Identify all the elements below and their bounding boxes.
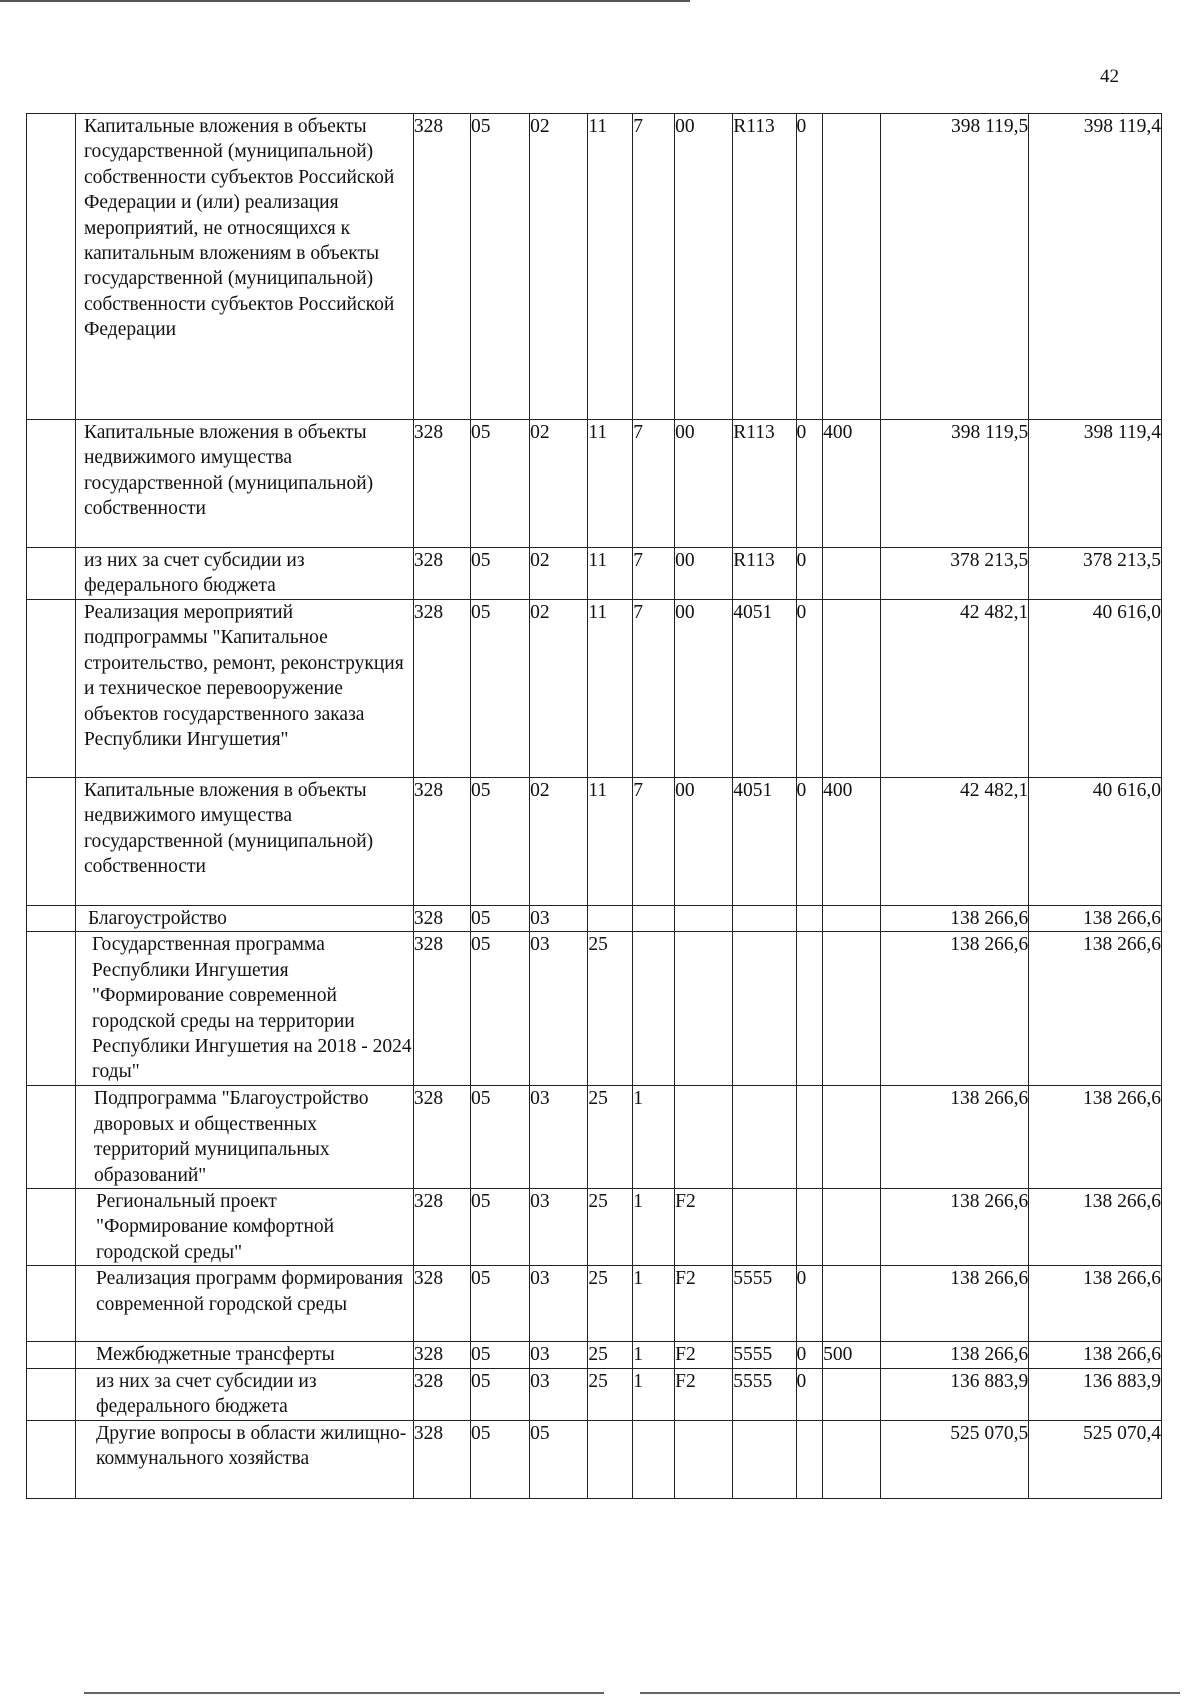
code-cell-7: 4051 bbox=[733, 778, 796, 906]
code-cell-9 bbox=[823, 1189, 881, 1266]
row-name: Другие вопросы в области жилищно-коммунального хозяйства bbox=[95, 1422, 407, 1470]
table-row bbox=[27, 778, 1162, 906]
code-cell-8: 0 bbox=[796, 778, 823, 906]
code-cell-3: 03 bbox=[530, 1342, 588, 1368]
code-cell-2: 05 bbox=[470, 1368, 529, 1420]
code-cell-4: 11 bbox=[588, 114, 633, 420]
code-cell-8: 0 bbox=[796, 600, 823, 778]
code-cell-8 bbox=[796, 1189, 823, 1266]
code-cell-5: 1 bbox=[633, 1368, 675, 1420]
code-cell-7: 4051 bbox=[733, 600, 796, 778]
code-cell-7 bbox=[733, 1189, 796, 1266]
code-cell-6: F2 bbox=[675, 1266, 733, 1342]
row-name: Государственная программа Республики Ингушетия "Формирование современной городской среды на территории Республики Ингушетия на 2018 - 2024 годы" bbox=[91, 934, 412, 1083]
code-cell-1: 328 bbox=[413, 114, 470, 420]
code-cell-8 bbox=[796, 1420, 823, 1498]
code-cell-5 bbox=[633, 932, 675, 1086]
row-name-cell bbox=[75, 548, 413, 600]
index-cell bbox=[27, 1342, 76, 1368]
code-cell-9 bbox=[823, 906, 881, 932]
table-row bbox=[27, 420, 1162, 548]
index-cell bbox=[27, 114, 76, 420]
code-cell-5: 7 bbox=[633, 548, 675, 600]
row-name: Благоустройство bbox=[87, 908, 227, 929]
code-cell-7 bbox=[733, 1086, 796, 1189]
index-cell bbox=[27, 1266, 76, 1342]
code-cell-7 bbox=[733, 932, 796, 1086]
code-cell-5: 7 bbox=[633, 114, 675, 420]
amount-actual: 40 616,0 bbox=[1029, 778, 1162, 906]
code-cell-5 bbox=[633, 1420, 675, 1498]
code-cell-2: 05 bbox=[470, 420, 529, 548]
code-cell-2: 05 bbox=[470, 906, 529, 932]
code-cell-7: 5555 bbox=[733, 1368, 796, 1420]
code-cell-6: F2 bbox=[675, 1342, 733, 1368]
code-cell-1: 328 bbox=[413, 420, 470, 548]
amount-actual: 378 213,5 bbox=[1029, 548, 1162, 600]
code-cell-7: 5555 bbox=[733, 1342, 796, 1368]
row-name: Региональный проект "Формирование комфортной городской среды" bbox=[95, 1191, 335, 1263]
amount-actual: 138 266,6 bbox=[1029, 1266, 1162, 1342]
table-row bbox=[27, 114, 1162, 420]
page-number: 42 bbox=[1100, 66, 1119, 87]
code-cell-4: 25 bbox=[588, 1189, 633, 1266]
code-cell-8: 0 bbox=[796, 548, 823, 600]
index-cell bbox=[27, 906, 76, 932]
code-cell-7: R113 bbox=[733, 114, 796, 420]
code-cell-5: 1 bbox=[633, 1086, 675, 1189]
code-cell-4: 25 bbox=[588, 1266, 633, 1342]
code-cell-9 bbox=[823, 1368, 881, 1420]
code-cell-1: 328 bbox=[413, 1189, 470, 1266]
table-row bbox=[27, 1189, 1162, 1266]
code-cell-5: 7 bbox=[633, 778, 675, 906]
code-cell-5 bbox=[633, 906, 675, 932]
table-row bbox=[27, 548, 1162, 600]
code-cell-8 bbox=[796, 932, 823, 1086]
code-cell-1: 328 bbox=[413, 1266, 470, 1342]
code-cell-1: 328 bbox=[413, 600, 470, 778]
row-name-cell bbox=[75, 932, 413, 1086]
row-name: Капитальные вложения в объекты недвижимого имущества государственной (муниципальной) собственности bbox=[83, 780, 374, 878]
amount-planned: 138 266,6 bbox=[881, 932, 1029, 1086]
row-name: из них за счет субсидии из федерального бюджета bbox=[95, 1370, 317, 1418]
code-cell-3: 02 bbox=[530, 778, 588, 906]
code-cell-2: 05 bbox=[470, 1189, 529, 1266]
code-cell-9 bbox=[823, 932, 881, 1086]
code-cell-6 bbox=[675, 906, 733, 932]
row-name-cell bbox=[75, 1368, 413, 1420]
row-name-cell bbox=[75, 1342, 413, 1368]
code-cell-9: 400 bbox=[823, 420, 881, 548]
row-name-cell bbox=[75, 420, 413, 548]
code-cell-3: 02 bbox=[530, 420, 588, 548]
table-row bbox=[27, 1420, 1162, 1498]
code-cell-6 bbox=[675, 932, 733, 1086]
code-cell-6: 00 bbox=[675, 548, 733, 600]
index-cell bbox=[27, 1420, 76, 1498]
code-cell-4: 11 bbox=[588, 600, 633, 778]
amount-planned: 525 070,5 bbox=[881, 1420, 1029, 1498]
amount-planned: 136 883,9 bbox=[881, 1368, 1029, 1420]
code-cell-1: 328 bbox=[413, 932, 470, 1086]
code-cell-2: 05 bbox=[470, 1420, 529, 1498]
code-cell-5: 1 bbox=[633, 1189, 675, 1266]
code-cell-3: 02 bbox=[530, 114, 588, 420]
index-cell bbox=[27, 548, 76, 600]
amount-planned: 138 266,6 bbox=[881, 1189, 1029, 1266]
code-cell-4: 11 bbox=[588, 420, 633, 548]
code-cell-2: 05 bbox=[470, 548, 529, 600]
index-cell bbox=[27, 1368, 76, 1420]
code-cell-5: 7 bbox=[633, 420, 675, 548]
code-cell-9: 400 bbox=[823, 778, 881, 906]
code-cell-8 bbox=[796, 906, 823, 932]
code-cell-4: 25 bbox=[588, 1368, 633, 1420]
code-cell-6: 00 bbox=[675, 778, 733, 906]
amount-planned: 138 266,6 bbox=[881, 906, 1029, 932]
index-cell bbox=[27, 778, 76, 906]
footer-scan-line bbox=[84, 1692, 604, 1694]
code-cell-9 bbox=[823, 548, 881, 600]
code-cell-2: 05 bbox=[470, 1086, 529, 1189]
code-cell-9 bbox=[823, 1266, 881, 1342]
code-cell-6: F2 bbox=[675, 1189, 733, 1266]
index-cell bbox=[27, 1086, 76, 1189]
code-cell-3: 03 bbox=[530, 1086, 588, 1189]
table-row bbox=[27, 600, 1162, 778]
code-cell-7: R113 bbox=[733, 420, 796, 548]
row-name-cell bbox=[75, 114, 413, 420]
amount-planned: 138 266,6 bbox=[881, 1266, 1029, 1342]
table-row bbox=[27, 1342, 1162, 1368]
code-cell-6: 00 bbox=[675, 600, 733, 778]
amount-actual: 138 266,6 bbox=[1029, 932, 1162, 1086]
row-name-cell bbox=[75, 906, 413, 932]
amount-actual: 138 266,6 bbox=[1029, 1189, 1162, 1266]
index-cell bbox=[27, 600, 76, 778]
row-name-cell bbox=[75, 1189, 413, 1266]
row-name: из них за счет субсидии из федерального бюджета bbox=[83, 550, 305, 597]
budget-table bbox=[26, 113, 1162, 1499]
index-cell bbox=[27, 932, 76, 1086]
code-cell-8: 0 bbox=[796, 1368, 823, 1420]
code-cell-8: 0 bbox=[796, 1266, 823, 1342]
table-row bbox=[27, 906, 1162, 932]
code-cell-1: 328 bbox=[413, 906, 470, 932]
row-name: Межбюджетные трансферты bbox=[95, 1344, 335, 1366]
table-row bbox=[27, 1086, 1162, 1189]
code-cell-6: 00 bbox=[675, 114, 733, 420]
code-cell-2: 05 bbox=[470, 778, 529, 906]
code-cell-3: 02 bbox=[530, 548, 588, 600]
row-name: Реализация программ формирования современной городской среды bbox=[95, 1268, 403, 1315]
amount-planned: 398 119,5 bbox=[881, 420, 1029, 548]
amount-actual: 138 266,6 bbox=[1029, 1342, 1162, 1368]
code-cell-2: 05 bbox=[470, 114, 529, 420]
index-cell bbox=[27, 1189, 76, 1266]
code-cell-1: 328 bbox=[413, 1342, 470, 1368]
amount-planned: 42 482,1 bbox=[881, 600, 1029, 778]
amount-actual: 136 883,9 bbox=[1029, 1368, 1162, 1420]
code-cell-4: 11 bbox=[588, 548, 633, 600]
code-cell-7 bbox=[733, 1420, 796, 1498]
code-cell-4 bbox=[588, 1420, 633, 1498]
code-cell-4: 25 bbox=[588, 932, 633, 1086]
code-cell-8 bbox=[796, 1086, 823, 1189]
row-name-cell bbox=[75, 600, 413, 778]
code-cell-4: 11 bbox=[588, 778, 633, 906]
code-cell-1: 328 bbox=[413, 1086, 470, 1189]
amount-actual: 398 119,4 bbox=[1029, 420, 1162, 548]
footer-scan-line bbox=[640, 1692, 1180, 1694]
row-name-cell bbox=[75, 1266, 413, 1342]
amount-actual: 40 616,0 bbox=[1029, 600, 1162, 778]
code-cell-2: 05 bbox=[470, 1266, 529, 1342]
code-cell-7: R113 bbox=[733, 548, 796, 600]
amount-planned: 138 266,6 bbox=[881, 1342, 1029, 1368]
code-cell-3: 02 bbox=[530, 600, 588, 778]
code-cell-8: 0 bbox=[796, 1342, 823, 1368]
code-cell-3: 05 bbox=[530, 1420, 588, 1498]
code-cell-4: 25 bbox=[588, 1342, 633, 1368]
code-cell-5: 7 bbox=[633, 600, 675, 778]
amount-actual: 398 119,4 bbox=[1029, 114, 1162, 420]
row-name: Капитальные вложения в объекты недвижимого имущества государственной (муниципальной) собственности bbox=[83, 422, 374, 520]
code-cell-9: 500 bbox=[823, 1342, 881, 1368]
code-cell-2: 05 bbox=[470, 600, 529, 778]
code-cell-2: 05 bbox=[470, 932, 529, 1086]
code-cell-1: 328 bbox=[413, 1420, 470, 1498]
code-cell-6: 00 bbox=[675, 420, 733, 548]
amount-planned: 42 482,1 bbox=[881, 778, 1029, 906]
code-cell-5: 1 bbox=[633, 1266, 675, 1342]
row-name-cell bbox=[75, 778, 413, 906]
index-cell bbox=[27, 420, 76, 548]
code-cell-1: 328 bbox=[413, 1368, 470, 1420]
code-cell-1: 328 bbox=[413, 778, 470, 906]
amount-actual: 138 266,6 bbox=[1029, 1086, 1162, 1189]
code-cell-8: 0 bbox=[796, 420, 823, 548]
code-cell-9 bbox=[823, 1420, 881, 1498]
table-row bbox=[27, 1266, 1162, 1342]
code-cell-6: F2 bbox=[675, 1368, 733, 1420]
code-cell-6 bbox=[675, 1086, 733, 1189]
code-cell-9 bbox=[823, 600, 881, 778]
scan-edge-line bbox=[0, 0, 690, 2]
code-cell-9 bbox=[823, 1086, 881, 1189]
code-cell-3: 03 bbox=[530, 1368, 588, 1420]
code-cell-4: 25 bbox=[588, 1086, 633, 1189]
row-name: Реализация мероприятий подпрограммы "Капитальное строительство, ремонт, реконструкция и техническое перевооружение объектов государственного заказа Республики Ингушетия" bbox=[83, 602, 404, 751]
row-name-cell bbox=[75, 1086, 413, 1189]
table-row bbox=[27, 932, 1162, 1086]
amount-planned: 138 266,6 bbox=[881, 1086, 1029, 1189]
row-name: Подпрограмма "Благоустройство дворовых и общественных территорий муниципальных образований" bbox=[93, 1088, 369, 1186]
code-cell-4 bbox=[588, 906, 633, 932]
amount-planned: 378 213,5 bbox=[881, 548, 1029, 600]
code-cell-3: 03 bbox=[530, 1266, 588, 1342]
code-cell-1: 328 bbox=[413, 548, 470, 600]
code-cell-8: 0 bbox=[796, 114, 823, 420]
amount-actual: 525 070,4 bbox=[1029, 1420, 1162, 1498]
code-cell-6 bbox=[675, 1420, 733, 1498]
table-row bbox=[27, 1368, 1162, 1420]
row-name: Капитальные вложения в объекты государственной (муниципальной) собственности субъектов Российской Федерации и (или) реализация мероприятий, не относящихся к капитальным вложениям в объекты государственной (муниципальной) собственности субъектов Российской Федерации bbox=[83, 116, 395, 341]
code-cell-9 bbox=[823, 114, 881, 420]
code-cell-3: 03 bbox=[530, 932, 588, 1086]
amount-planned: 398 119,5 bbox=[881, 114, 1029, 420]
amount-actual: 138 266,6 bbox=[1029, 906, 1162, 932]
code-cell-5: 1 bbox=[633, 1342, 675, 1368]
row-name-cell bbox=[75, 1420, 413, 1498]
code-cell-7: 5555 bbox=[733, 1266, 796, 1342]
code-cell-2: 05 bbox=[470, 1342, 529, 1368]
code-cell-3: 03 bbox=[530, 906, 588, 932]
code-cell-3: 03 bbox=[530, 1189, 588, 1266]
code-cell-7 bbox=[733, 906, 796, 932]
